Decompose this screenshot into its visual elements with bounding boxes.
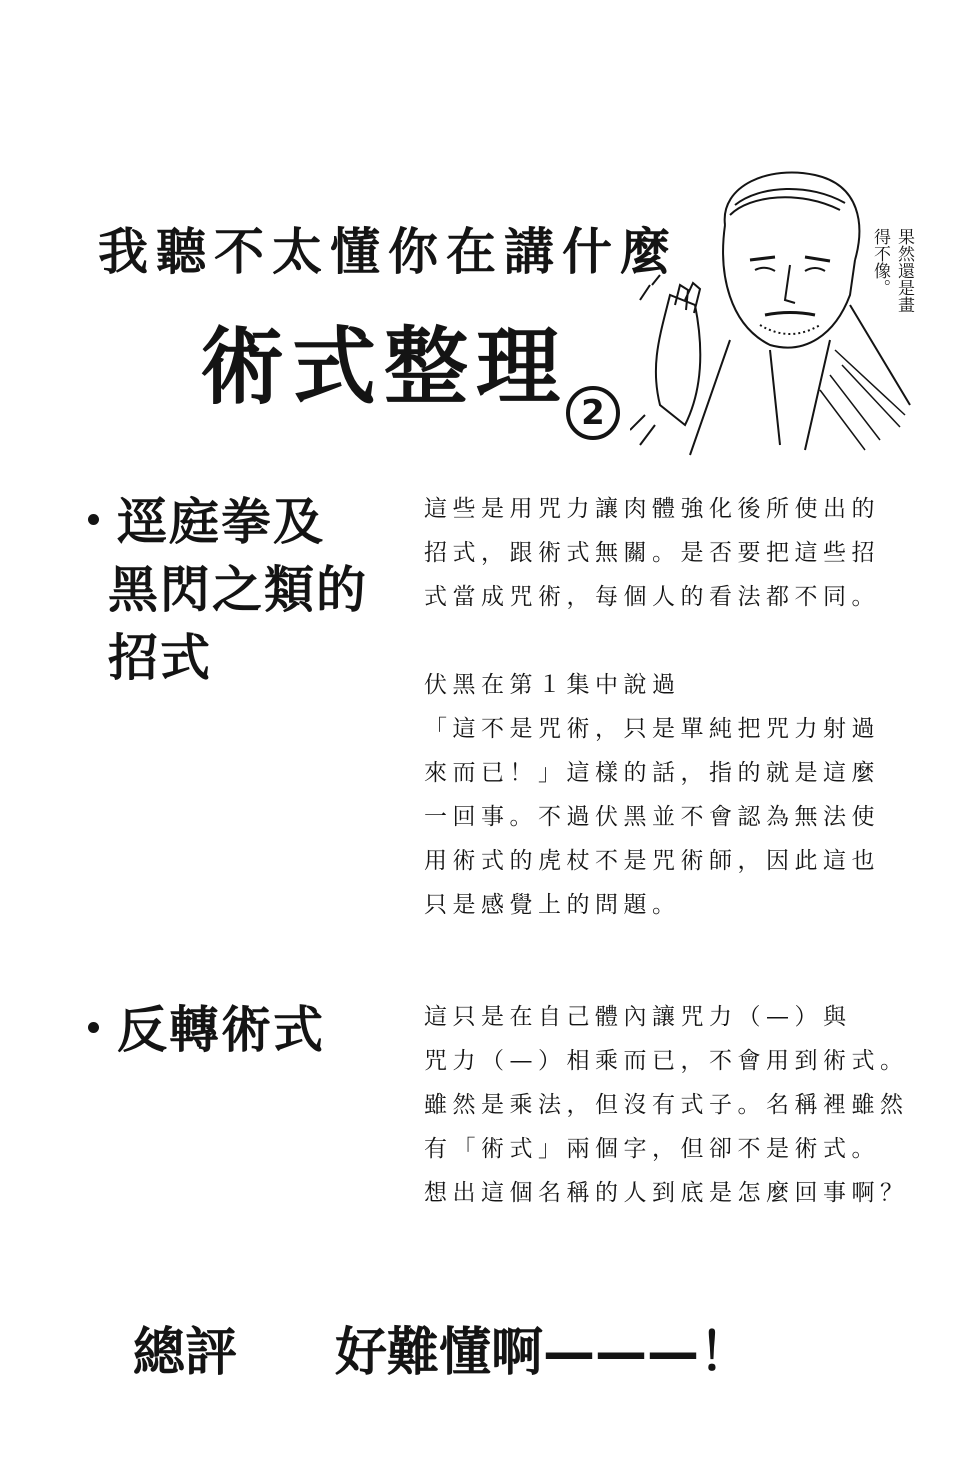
footer-verdict: 好難懂啊———！ (335, 1323, 752, 1383)
page-subtitle: 我聽不太懂你在講什麼 (98, 223, 678, 281)
section-body-techniques (424, 487, 880, 927)
side-comment-line-1: 果然還是畫 (894, 228, 914, 313)
body-line: 來而已！」這樣的話，指的就是這麼 (424, 760, 880, 786)
footer-label: 總評 (133, 1323, 238, 1383)
heading-line: 逕庭拳及 (117, 493, 325, 551)
body-line: 伏黑在第１集中說過 (424, 672, 681, 698)
body-line: 只是感覺上的問題。 (424, 892, 681, 918)
bullet-icon (88, 514, 99, 525)
body-line: 招式，跟術式無關。是否要把這些招 (424, 540, 880, 566)
heading-line: 反轉術式 (117, 1001, 325, 1059)
heading-line: 黑閃之類的 (108, 561, 368, 619)
body-line: 用術式的虎杖不是咒術師，因此這也 (424, 848, 880, 874)
section-body-reverse-technique (424, 995, 909, 1215)
side-comment-line-2: 得不像。 (870, 228, 890, 296)
section-heading-techniques (88, 488, 368, 692)
body-line: 咒力（—）相乘而已，不會用到術式。 (424, 1048, 909, 1074)
body-line: 想出這個名稱的人到底是怎麼回事啊？ (424, 1180, 909, 1206)
part-number-badge: 2 (566, 386, 620, 440)
body-line: 這些是用咒力讓肉體強化後所使出的 (424, 496, 880, 522)
body-line: 有「術式」兩個字，但卻不是術式。 (424, 1136, 880, 1162)
bullet-icon (88, 1022, 99, 1033)
page-title: 術式整理 (200, 318, 569, 416)
body-line: 雖然是乘法，但沒有式子。名稱裡雖然 (424, 1092, 909, 1118)
heading-line: 招式 (108, 629, 212, 687)
section-heading-reverse-technique (88, 996, 325, 1064)
body-line: 一回事。不過伏黑並不會認為無法使 (424, 804, 880, 830)
body-line: 這只是在自己體內讓咒力（—）與 (424, 1004, 852, 1030)
body-line: 「這不是咒術，只是單純把咒力射過 (424, 716, 880, 742)
body-line: 式當成咒術，每個人的看法都不同。 (424, 584, 880, 610)
author-portrait-illustration (630, 165, 920, 460)
